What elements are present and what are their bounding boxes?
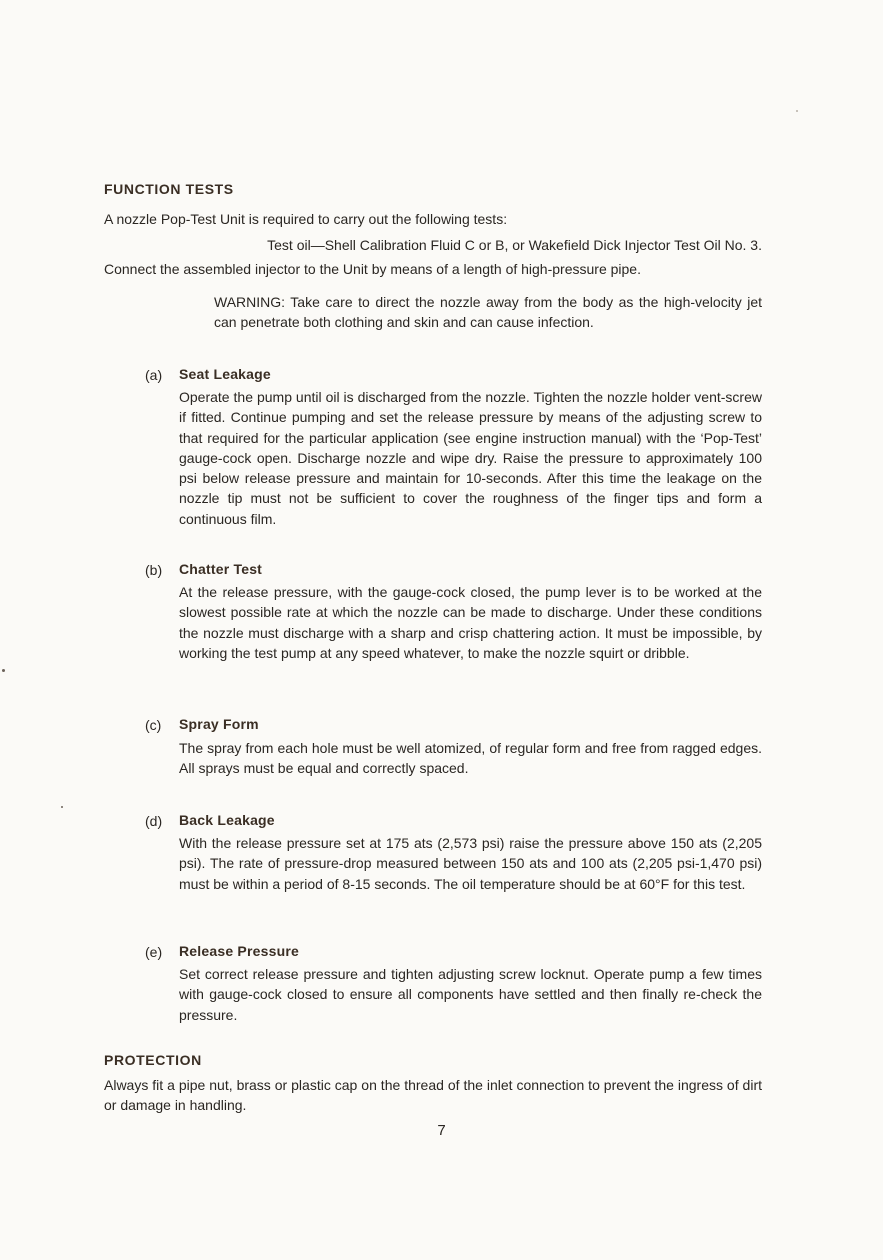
- connect-text: Connect the assembled injector to the Unit by means of a length of high-pressure pipe.: [104, 261, 641, 277]
- section-e-body: Set correct release pressure and tighten adjusting screw locknut. Operate pump a few times with gauge-cock closed to ensure all components have settled and then finally re-check the pressure.: [179, 966, 762, 1023]
- section-e-title: Release Pressure: [179, 943, 299, 959]
- section-c-body: The spray from each hole must be well atomized, of regular form and free from ragged edges. All sprays must be equal and correctly spaced.: [179, 740, 762, 777]
- section-b-title: Chatter Test: [179, 561, 263, 577]
- section-c-letter: (c): [145, 717, 162, 733]
- section-c-title: Spray Form: [179, 716, 259, 732]
- test-oil-text: Test oil—Shell Calibration Fluid C or B, or Wakefield Dick Injector Test Oil No. 3.: [267, 237, 762, 253]
- section-b-letter: (b): [145, 562, 163, 578]
- section-a-title: Seat Leakage: [179, 366, 271, 382]
- intro-text: A nozzle Pop-Test Unit is required to carry out the following tests:: [104, 211, 508, 227]
- section-a-body: Operate the pump until oil is discharged from the nozzle. Tighten the nozzle holder vent-screw if fitted. Continue pumping and set the release pressure by means of the adjusting screw to that required for the particular application (see engine instruction manual) with the ‘Pop-Test’ gauge-cock open. Discharge nozzle and wipe dry. Raise the pressure to approximately 100 psi below release pressure and maintain for 10-seconds. After this time the leakage on the nozzle tip must not be sufficient to cover the roughness of the finger tips and form a continuous film.: [179, 389, 762, 527]
- protection-heading: PROTECTION: [104, 1052, 202, 1068]
- warning-text: WARNING: Take care to direct the nozzle away from the body as the high-velocity jet can penetrate both clothing and skin and can cause infection.: [214, 294, 762, 331]
- scan-speck: [2, 669, 5, 672]
- page-number: 7: [437, 1122, 446, 1139]
- section-d-body: With the release pressure set at 175 ats (2,573 psi) raise the pressure above 150 ats (2,205 psi). The rate of pressure-drop measured between 150 ats and 100 ats (2,205 psi-1,470 psi) must be within a period of 8-15 seconds. The oil temperature should be at 60°F for this test.: [179, 835, 762, 892]
- section-e-letter: (e): [145, 944, 163, 960]
- section-d-letter: (d): [145, 813, 163, 829]
- section-a-letter: (a): [145, 367, 163, 383]
- section-d-title: Back Leakage: [179, 812, 275, 828]
- section-b-body: At the release pressure, with the gauge-cock closed, the pump lever is to be worked at the slowest possible rate at which the nozzle can be made to discharge. Under these conditions the nozzle must discharge with a sharp and crisp chattering action. It must be impossible, by working the test pump at any speed whatever, to make the nozzle squirt or dribble.: [179, 584, 762, 661]
- scan-speck: [796, 110, 798, 112]
- scan-speck: [61, 806, 63, 808]
- protection-body: Always fit a pipe nut, brass or plastic cap on the thread of the inlet connection to prevent the ingress of dirt or damage in handling.: [104, 1077, 762, 1114]
- function-tests-heading: FUNCTION TESTS: [104, 181, 234, 197]
